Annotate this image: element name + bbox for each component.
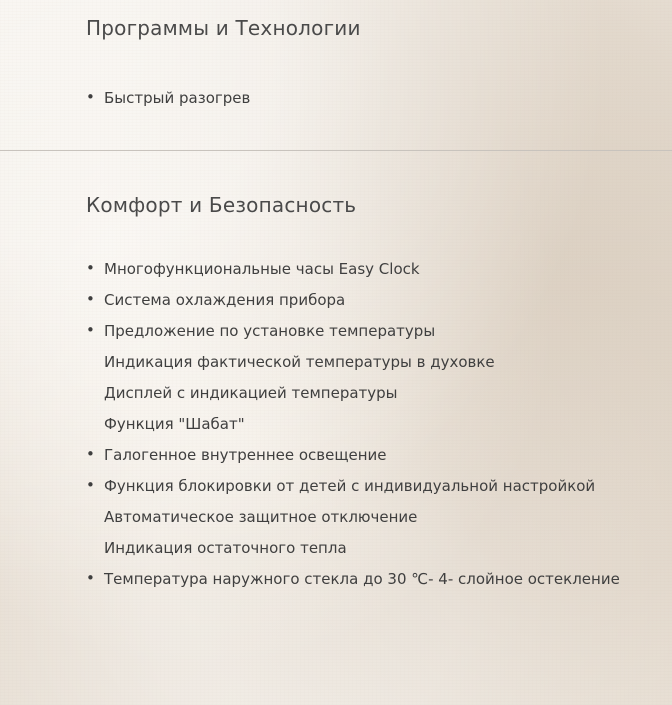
- list-item: [86, 476, 650, 558]
- list-item-label: Температура наружного стекла до 30 ℃- 4- слойное остекление: [104, 570, 620, 588]
- section-comfort-and-safety: [0, 151, 672, 589]
- list-item-subline: Индикация фактической температуры в духовке: [104, 353, 495, 371]
- section-title-programs: Программы и Технологии: [86, 16, 361, 40]
- list-item: [86, 259, 650, 279]
- list-item-label: Галогенное внутреннее освещение: [104, 446, 387, 464]
- list-item-label: Функция блокировки от детей с индивидуальной настройкой: [104, 477, 596, 495]
- list-item: [86, 569, 650, 589]
- feature-list-programs: [22, 40, 650, 108]
- list-item-label: Быстрый разогрев: [104, 89, 251, 107]
- section-title-comfort: Комфорт и Безопасность: [86, 193, 357, 217]
- list-item-subline: Функция "Шабат": [104, 415, 245, 433]
- list-item: [86, 445, 650, 465]
- section-divider: [0, 150, 672, 151]
- list-item-subline: Дисплей с индикацией температуры: [104, 384, 398, 402]
- feature-list-comfort: [22, 217, 650, 589]
- section-programs-and-technologies: [0, 0, 672, 108]
- list-item: [86, 321, 650, 434]
- list-item-label: Система охлаждения прибора: [104, 291, 346, 309]
- list-item-label: Предложение по установке температуры: [104, 322, 436, 340]
- list-item-subline: Индикация остаточного тепла: [104, 539, 347, 557]
- list-item-subline: Автоматическое защитное отключение: [104, 508, 418, 526]
- list-item: [86, 88, 650, 108]
- list-item: [86, 290, 650, 310]
- list-item-label: Многофункциональные часы Easy Clock: [104, 260, 420, 278]
- section-divider-wrap: [0, 150, 672, 151]
